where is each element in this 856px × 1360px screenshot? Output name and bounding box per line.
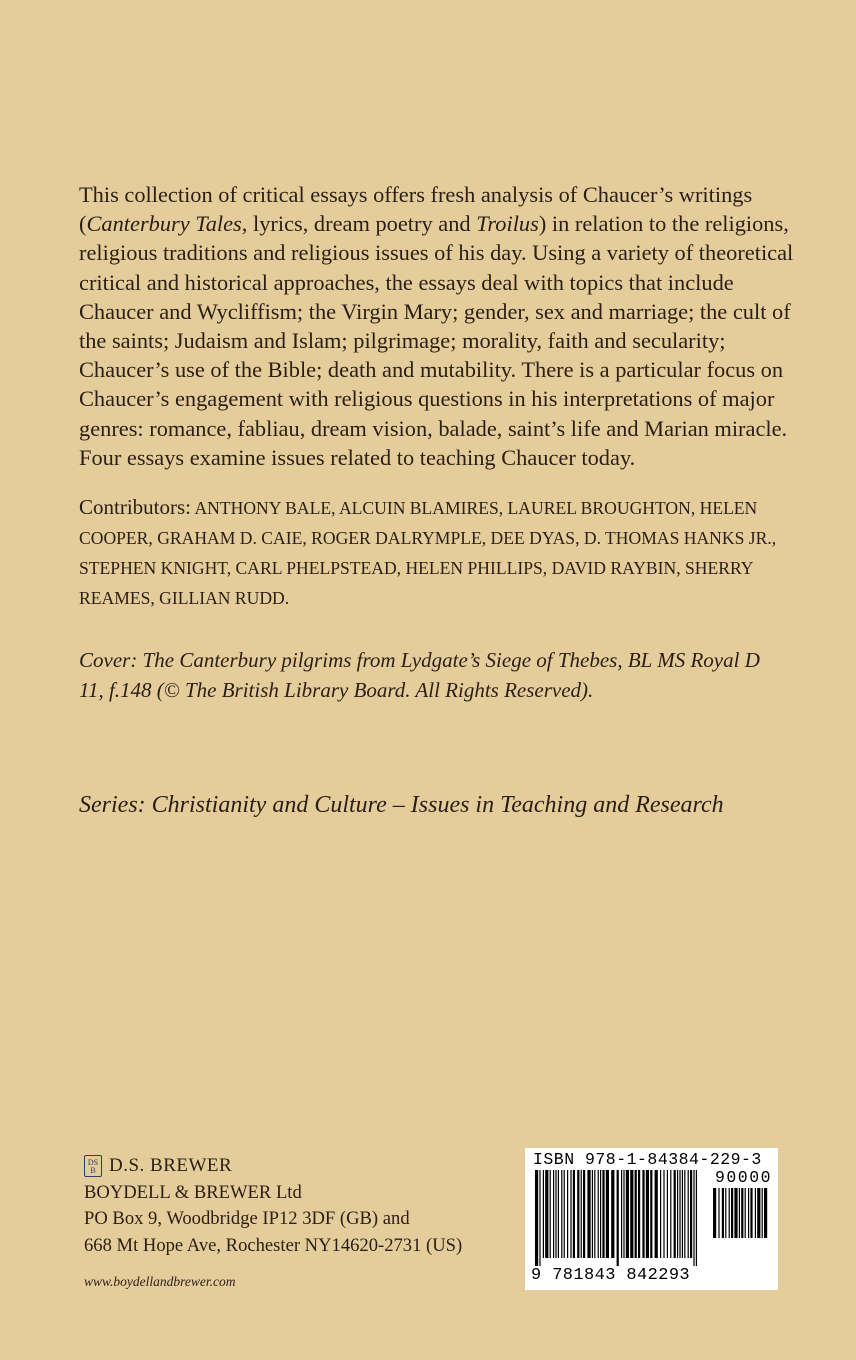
barcode-bar — [741, 1188, 743, 1238]
barcode-bar — [667, 1170, 668, 1258]
publisher-block — [84, 1153, 524, 1296]
barcode-bar — [655, 1170, 658, 1258]
barcode-bar — [635, 1170, 637, 1258]
barcode-bar — [642, 1170, 644, 1258]
barcode-bar — [606, 1170, 609, 1258]
barcode-bar — [674, 1170, 676, 1258]
ean-number: 9 781843 842293 — [531, 1266, 691, 1285]
barcode-bar — [688, 1170, 689, 1258]
barcode-bar — [750, 1188, 752, 1238]
barcode-bar — [555, 1170, 556, 1258]
blurb-title-canterbury-tales: Canterbury Tales — [86, 211, 242, 237]
barcode-bar — [564, 1170, 565, 1258]
address-uk: PO Box 9, Woodbridge IP12 3DF (GB) and — [84, 1208, 410, 1229]
barcode-bar — [630, 1170, 633, 1258]
barcode-bar — [670, 1170, 671, 1258]
barcode-bar — [535, 1170, 538, 1266]
imprint-row — [84, 1153, 524, 1180]
price-code: 90000 — [714, 1168, 772, 1187]
description-blurb — [79, 180, 799, 472]
barcode-bar — [539, 1170, 540, 1266]
contributors-label: Contributors: — [79, 495, 192, 519]
barcode-bar — [594, 1170, 595, 1258]
barcode-bar — [713, 1188, 716, 1238]
barcode-bar — [617, 1170, 619, 1266]
contributors-list — [79, 492, 779, 613]
blurb-text-3: ) in relation to the religions, religious traditions and religious issues of his day. Using a variety of theoretical critical and historical approaches, the essays deal with topics that include Chaucer and Wycliffism; the Virgin Mary; gender, sex and marriage; the cult of the saints; Judaism and Islam; pilgrimage; morality, faith and secularity; Chaucer’s use of the Bible; death and mutability. There is a particular focus on Chaucer’s engagement with religious questions in his interpretations of major genres: romance, fabliau, dream vision, balade, saint’s life and Marian miracle. Four essays examine issues related to teaching Chaucer today. — [79, 211, 794, 470]
barcode-bar — [600, 1170, 601, 1258]
barcode-bar — [722, 1188, 724, 1238]
barcode-bar — [623, 1170, 624, 1258]
isbn-number: ISBN 978-1-84384-229-3 — [533, 1150, 762, 1169]
blurb-text-2: , lyrics, dream poetry and — [241, 211, 477, 237]
barcode-bar — [583, 1170, 585, 1258]
barcode-bar — [764, 1188, 767, 1238]
barcode-bar — [550, 1170, 551, 1258]
barcode-bar — [731, 1188, 733, 1238]
barcode-bar — [693, 1170, 694, 1266]
company-name: BOYDELL & BREWER Ltd — [84, 1181, 302, 1203]
barcode-bar — [729, 1188, 730, 1238]
barcode-bar — [679, 1170, 680, 1258]
barcode-bar — [663, 1170, 664, 1258]
barcode-bar — [592, 1170, 593, 1258]
ds-brewer-logo-icon — [84, 1155, 102, 1177]
barcode-bar — [602, 1170, 604, 1258]
barcode-bar — [690, 1170, 692, 1258]
isbn-barcode — [525, 1148, 778, 1290]
barcode-bar — [553, 1170, 554, 1258]
barcode-bar — [739, 1188, 740, 1238]
barcode-bar — [734, 1188, 737, 1238]
barcode-bar — [660, 1170, 661, 1258]
barcode-bar — [696, 1170, 697, 1266]
imprint-name: D.S. BREWER — [109, 1155, 233, 1176]
barcode-bar — [718, 1188, 719, 1238]
barcode-bar — [545, 1170, 548, 1258]
barcode-bar — [573, 1170, 575, 1258]
barcode-bar — [748, 1188, 749, 1238]
barcode-bar — [558, 1170, 559, 1258]
barcode-bar — [646, 1170, 649, 1258]
barcode-bar — [677, 1170, 678, 1258]
barcode-bar — [757, 1188, 760, 1238]
blurb-text-1: This collection of critical essays offers fresh analysis of Chaucer’s writings ( — [79, 182, 753, 237]
barcode-bars — [533, 1170, 701, 1266]
barcode-bar — [598, 1170, 599, 1258]
series-title: Series: Christianity and Culture – Issues in Teaching and Research — [79, 792, 724, 818]
barcode-bar — [638, 1170, 640, 1258]
barcode-bar — [587, 1170, 590, 1258]
barcode-bar — [682, 1170, 683, 1258]
barcode-bar — [567, 1170, 568, 1258]
barcode-bar — [621, 1170, 622, 1258]
barcode-bar — [581, 1170, 582, 1258]
barcode-bar — [762, 1188, 763, 1238]
cover-credit: Cover: The Canterbury pilgrims from Lydgate’s Siege of Thebes, BL MS Royal D 11, f.148 (© The British Library Board. All Rights Reserved). — [79, 648, 760, 702]
barcode-bar — [745, 1188, 746, 1238]
price-barcode-bars — [711, 1188, 771, 1246]
address-us: 668 Mt Hope Ave, Rochester NY14620-2731 (US) — [84, 1234, 463, 1256]
logo-letters-top: DS — [87, 1158, 99, 1168]
barcode-bar — [755, 1188, 756, 1238]
barcode-bar — [543, 1170, 544, 1258]
barcode-bar — [570, 1170, 571, 1258]
logo-letters-bottom: B — [90, 1166, 96, 1176]
barcode-bar — [650, 1170, 652, 1258]
barcode-bar — [626, 1170, 629, 1258]
barcode-bar — [611, 1170, 614, 1258]
barcode-bar — [561, 1170, 562, 1258]
barcode-bar — [577, 1170, 579, 1258]
website-link[interactable]: www.boydellandbrewer.com — [84, 1274, 236, 1289]
contributors-names: ANTHONY BALE, ALCUIN BLAMIRES, LAUREL BROUGHTON, HELEN COOPER, GRAHAM D. CAIE, ROGER DALRYMPLE, DEE DYAS, D. THOMAS HANKS JR., STEPHEN KNIGHT, CARL PHELPSTEAD, HELEN PHILLIPS, DAVID RAYBIN, SHERRY REAMES, GILLIAN RUDD. — [79, 498, 777, 608]
blurb-title-troilus: Troilus — [476, 211, 539, 237]
barcode-bar — [684, 1170, 685, 1258]
barcode-bar — [725, 1188, 726, 1238]
